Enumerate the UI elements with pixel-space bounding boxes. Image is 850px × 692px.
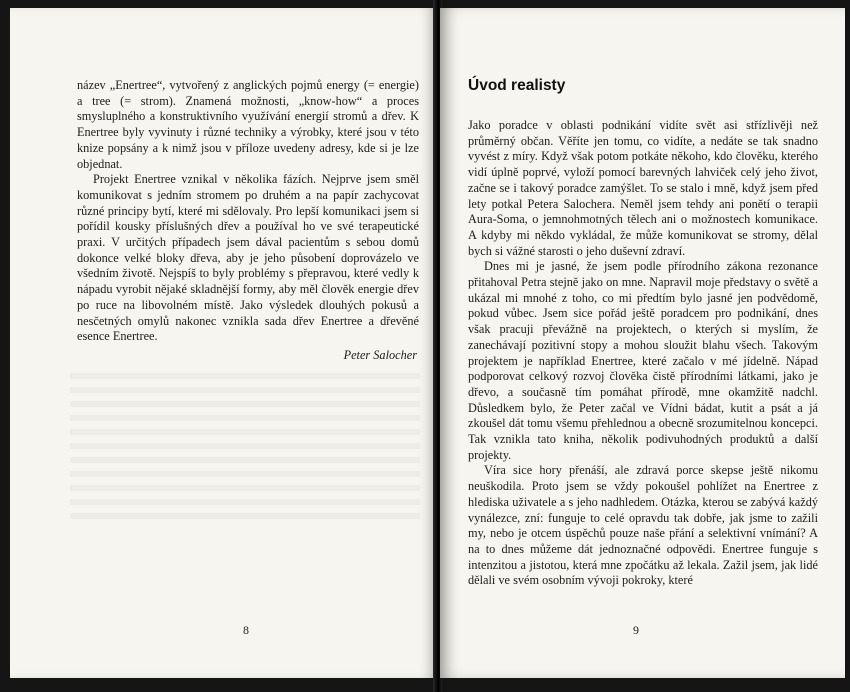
right-page-text [468,118,818,589]
paragraph: název „Enertree“, vytvořený z anglických pojmů energy (= energie) a tree (= strom). Znamená možnosti, „know-how“ a proces smysluplného a konstruktivního využívání energií stromů a dřev. K Enertree byly vyvinuty i různé techniky a výrobky, které jsou v této knize popsány a k nimž jsou v příloze uvedeny adresy, kde si je lze objednat. [77,78,419,171]
page-number: 9 [633,623,639,637]
paragraph: Projekt Enertree vznikal v několika fázích. Nejprve jsem směl komunikovat s jedním stromem po druhém a na papír zachycovat různé principy bytí, které mi sdělovaly. Pro lepší komunikaci jsem si pořídil kousky příslušných dřev a používal ho ve své terapeutické praxi. V určitých případech jsem dával pacientům s sebou domů dokonce velké bloky dřeva, aby je jeho působení doprovázelo ve všedním životě. Nejspíš to byly problémy s přepravou, které vedly k nápadu vyrobit nějaké skladnější formy, aby měl člověk energie dřev po ruce na libovolném místě. Jako výsledek dlouhých pokusů a nesčetných omylů nakonec vznikla sada dřev Enertree a dřevěné esence Enertree. [77,172,419,344]
paragraph: Dnes mi je jasné, že jsem podle přírodního zákona rezonance přitahoval Petra stejně jako on mne. Napravil moje představy o světě a ukázal mi mnohé z toho, co mi předtím bylo jasné jen podvědomě, pokud vůbec. Jsem sice pořád ještě poradcem pro podnikání, dnes však pracuji převážně na projektech, o kterých si myslím, že zanechávají pozitivní stopy a mohou sloužit blahu všech. Takovým projektem je například Enertree, které začalo v mé jídelně. Nápad podporovat celkový rozvoj člověka čistě přírodními látkami, jako je dřevo, a současně tím pomáhat přírodě, mne okamžitě nadchl. Důsledkem bylo, že Peter začal ve Vídni bádat, kutit a psát a já zkoušel dát tomu všemu přehlednou a obecně srozumitelnou koncepci. Tak vznikla tato kniha, několik podivuhodných produktů a další projekty. [468,259,818,462]
paragraph: Jako poradce v oblasti podnikání vidíte svět asi střízlivěji než průměrný občan. Věříte jen tomu, co vidíte, a nedáte se tak snadno vyvést z míry. Když však potom potkáte někoho, kdo člověku, kterého vidí úplně poprvé, vyloží pomocí barevných lahviček celý jeho život, začne se i takový poradce zamýšlet. To se stalo i mně, když jsem před lety potkal Petera Salochera. Neměl jsem tehdy ani ponětí o terapii Aura-Soma, o jemnohmotných tělech ani o možnostech komunikace. A kdyby mi někdo vykládal, že může komunikovat se stromy, dělal bych si vážné starosti o jeho duševní zdraví. [468,118,818,258]
show-through-text [70,373,420,523]
right-page [440,8,845,678]
chapter-heading: Úvod realisty [468,77,566,94]
paragraph: Víra sice hory přenáší, ale zdravá porce skepse ještě nikomu neuškodila. Proto jsem se vždy pokoušel pohlížet na Enertree z hlediska uživatele a s jeho nadhledem. Otázka, kterou se zabývá každý vynálezce, zní: funguje to celé opravdu tak dobře, jak jsme to zažili my, nebo je otcem úspěchů pouze naše přání a selektivní vnímání? A na to dnes můžeme dát jednoznačné odpovědi. Enertree funguje s intenzitou a jistotou, která mne zpočátku až lekala. Zažil jsem, jak lidé dělali ve svém osobním vývoji pokroky, které [468,463,818,588]
left-page-text [77,78,419,364]
page-number: 8 [243,623,249,637]
author-signature: Peter Salocher [343,347,417,362]
left-page [10,8,435,678]
